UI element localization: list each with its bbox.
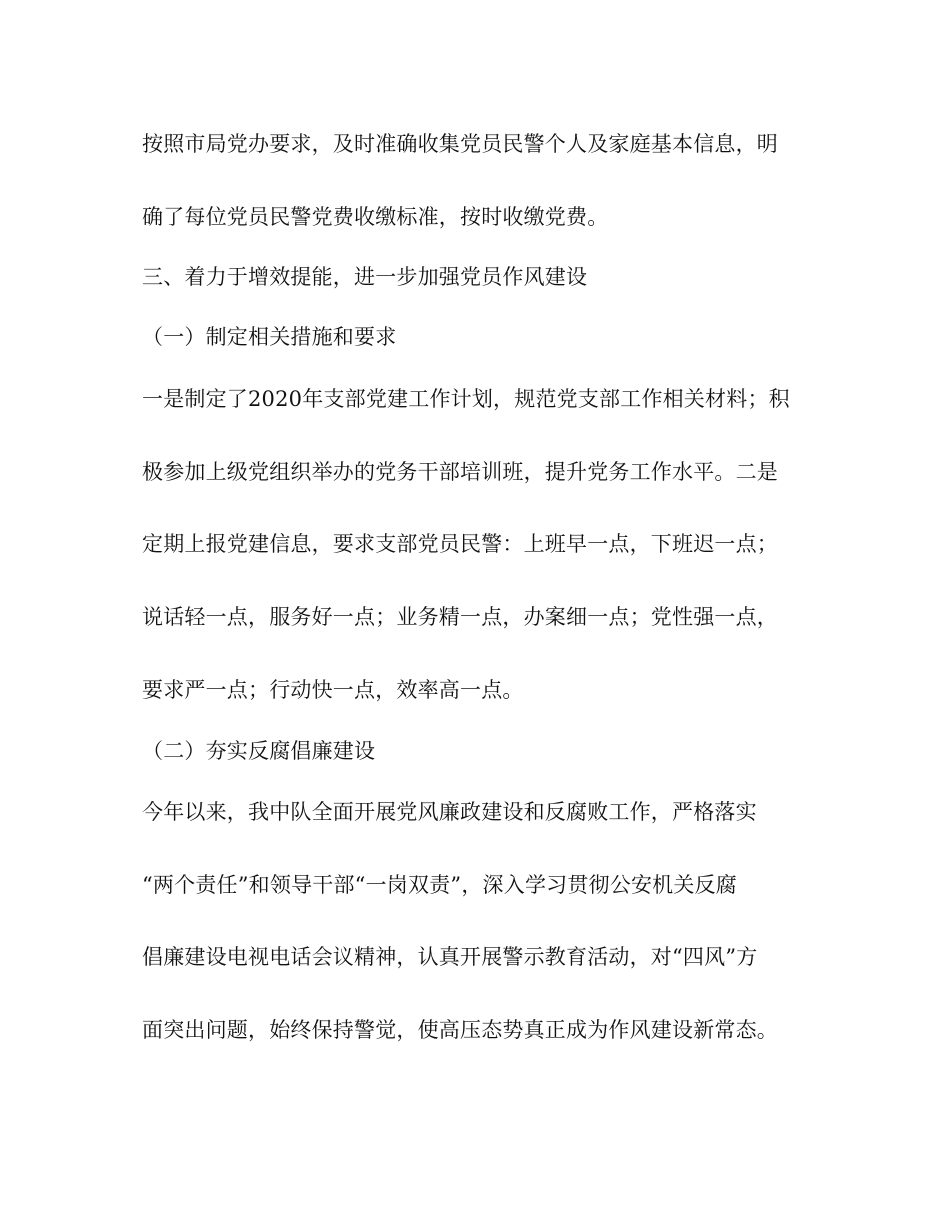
body-text-line: 面突出问题，始终保持警觉，使高压态势真正成为作风建设新常态。 [142,1018,778,1042]
body-text-line: 确了每位党员民警党费收缴标准，按时收缴党费。 [142,205,609,229]
body-text-line: 按照市局党办要求，及时准确收集党员民警个人及家庭基本信息，明 [142,132,778,156]
body-text-line: 要求严一点；行动快一点，效率高一点。 [142,678,524,702]
section-heading: 三、着力于增效提能，进一步加强党员作风建设 [142,265,588,289]
body-text-line: 定期上报党建信息，要求支部党员民警：上班早一点，下班迟一点； [142,532,778,556]
body-text-line: 今年以来，我中队全面开展党风廉政建设和反腐败工作，严格落实 [142,800,757,824]
subsection-heading: （二）夯实反腐倡廉建设 [142,739,376,763]
body-text-line: “两个责任”和领导干部“一岗双责”，深入学习贯彻公安机关反腐 [142,873,737,897]
body-text-line: 说话轻一点，服务好一点；业务精一点，办案细一点；党性强一点， [142,605,778,629]
body-text-line: 极参加上级党组织举办的党务干部培训班，提升党务工作水平。二是 [142,460,778,484]
subsection-heading: （一）制定相关措施和要求 [142,325,397,349]
body-text-line: 一是制定了2020年支部党建工作计划，规范党支部工作相关材料；积 [142,387,790,411]
body-text-line: 倡廉建设电视电话会议精神，认真开展警示教育活动，对“四风”方 [142,945,758,969]
